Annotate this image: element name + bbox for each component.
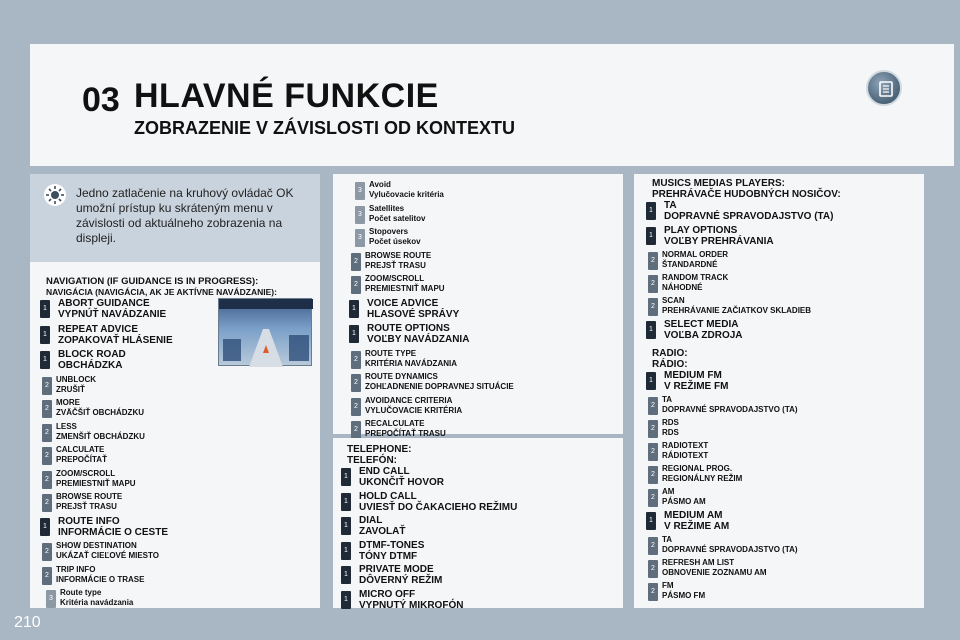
menu-level-badge: 2 bbox=[42, 400, 52, 418]
menu-item-label-en: MEDIUM FM bbox=[664, 370, 722, 381]
menu-level-badge: 1 bbox=[40, 326, 50, 344]
menu-item-label-sk: NÁHODNÉ bbox=[662, 283, 703, 292]
menu-item-label-en: SELECT MEDIA bbox=[664, 319, 739, 330]
menu-item-label bbox=[662, 395, 798, 415]
menu-level-badge: 2 bbox=[648, 466, 658, 484]
menu-item-label-en: BLOCK ROAD bbox=[58, 349, 126, 360]
menu-item-label bbox=[56, 541, 159, 561]
menu-item-label-sk: V REŽIME FM bbox=[664, 381, 729, 392]
menu-item-label bbox=[58, 324, 173, 346]
telephone-panel bbox=[333, 438, 623, 611]
menu-level-badge: 2 bbox=[42, 494, 52, 512]
menu-item-label-sk: PREJSŤ TRASU bbox=[365, 260, 426, 270]
menu-item-label bbox=[365, 349, 457, 369]
menu-item-label bbox=[359, 589, 463, 611]
menu-level-badge: 1 bbox=[646, 321, 656, 339]
menu-level-badge: 2 bbox=[351, 276, 361, 294]
menu-item-label-sk: PREPOČÍTAŤ bbox=[56, 455, 107, 464]
menu-item-label-en: Stopovers bbox=[369, 227, 409, 236]
menu-item-label bbox=[359, 515, 405, 537]
menu-item-label-en: UNBLOCK bbox=[56, 374, 96, 384]
menu-item-label-sk: PREHRÁVANIE ZAČIATKOV SKLADIEB bbox=[662, 306, 812, 315]
menu-item-label-en: BROWSE ROUTE bbox=[56, 492, 123, 501]
menu-level-badge: 1 bbox=[646, 202, 656, 220]
telephone-heading-en: TELEPHONE: bbox=[347, 444, 412, 455]
menu-item-label-sk: RÁDIOTEXT bbox=[662, 451, 709, 460]
menu-item-label-sk: RDS bbox=[662, 428, 679, 437]
menu-item-label bbox=[664, 370, 728, 392]
menu-level-badge: 1 bbox=[341, 493, 351, 511]
menu-level-badge: 2 bbox=[351, 398, 361, 416]
menu-item-label-en: RADIOTEXT bbox=[662, 441, 709, 450]
radio-heading-en: RADIO: bbox=[652, 348, 688, 359]
menu-item-label-en: END CALL bbox=[359, 466, 410, 477]
menu-level-badge: 1 bbox=[40, 300, 50, 318]
menu-item-label-sk: PREMIESTNIŤ MAPU bbox=[365, 284, 445, 293]
menu-item-label-en: AM bbox=[662, 487, 675, 496]
menu-item-label-sk: OBCHÁDZKA bbox=[58, 360, 123, 371]
menu-item-label-en: AVOIDANCE CRITERIA bbox=[365, 395, 453, 405]
menu-level-badge: 2 bbox=[648, 298, 658, 316]
menu-item-label-sk: DOPRAVNÉ SPRAVODAJSTVO (TA) bbox=[662, 545, 798, 554]
navigation-heading-en: NAVIGATION (IF GUIDANCE IS IN PROGRESS): bbox=[46, 276, 259, 287]
menu-item-label bbox=[662, 296, 811, 316]
menu-item-label-en: TA bbox=[662, 535, 673, 544]
menu-item-label-en: CALCULATE bbox=[56, 445, 105, 454]
menu-item-label bbox=[664, 225, 774, 247]
menu-item-label-sk: VOĽBA ZDROJA bbox=[664, 330, 743, 341]
menu-item-label-en: BROWSE ROUTE bbox=[365, 250, 432, 260]
menu-item-label-sk: PÁSMO FM bbox=[662, 591, 706, 600]
page-number: 210 bbox=[14, 614, 41, 631]
middle-top-panel bbox=[333, 174, 623, 438]
menu-item-label bbox=[662, 464, 742, 484]
chapter-number: 03 bbox=[82, 81, 120, 119]
menu-item-label bbox=[369, 180, 444, 200]
navigation-heading bbox=[46, 276, 277, 298]
menu-level-badge: 2 bbox=[648, 443, 658, 461]
menu-item-label-sk: VYPNÚŤ NAVÁDZANIE bbox=[58, 309, 167, 320]
menu-item-label-en: Satellites bbox=[369, 203, 405, 213]
menu-item-label-sk: Počet satelitov bbox=[369, 213, 426, 223]
menu-item-label-en: TA bbox=[662, 395, 673, 404]
left-panel bbox=[30, 174, 320, 608]
menu-item-label-sk: HLASOVÉ SPRÁVY bbox=[367, 308, 460, 320]
menu-item-label-sk: VOĽBY NAVÁDZANIA bbox=[367, 334, 470, 345]
music-heading-sk: PREHRÁVAČE HUDOBNÝCH NOSIČOV: bbox=[652, 189, 841, 200]
menu-item-label-en: SHOW DESTINATION bbox=[56, 541, 137, 550]
menu-level-badge: 2 bbox=[648, 537, 658, 555]
music-heading bbox=[652, 178, 841, 200]
menu-item-label-sk: DÔVERNÝ REŽIM bbox=[359, 575, 443, 586]
page-title: HLAVNÉ FUNKCIE bbox=[134, 77, 439, 115]
menu-item-label bbox=[56, 422, 145, 442]
menu-item-label bbox=[365, 396, 462, 416]
menu-item-label-sk: OBNOVENIE ZOZNAMU AM bbox=[662, 568, 767, 577]
menu-item-label-sk: Počet úsekov bbox=[369, 237, 421, 246]
menu-item-label bbox=[365, 419, 446, 439]
menu-level-badge: 1 bbox=[646, 372, 656, 390]
menu-level-badge: 2 bbox=[42, 377, 52, 395]
tip-text: Jedno zatlačenie na kruhový ovládač OK umožní prístup ku skráteným menu v závislosti od aktuálneho zobrazenia na displeji. bbox=[76, 186, 294, 245]
menu-item-label-sk: PREMIESTNIŤ MAPU bbox=[56, 478, 136, 488]
menu-item-label-en: SCAN bbox=[662, 296, 685, 305]
menu-item-label bbox=[662, 558, 767, 578]
music-heading-en: MUSICS MEDIAS PLAYERS: bbox=[652, 178, 785, 189]
menu-item-label bbox=[662, 581, 705, 601]
radio-heading-sk: RÁDIO: bbox=[652, 359, 688, 370]
menu-item-label bbox=[662, 273, 728, 293]
menu-item-label bbox=[662, 418, 679, 438]
menu-item-label-sk: ZMENŠIŤ OBCHÁDZKU bbox=[56, 431, 145, 441]
menu-item-label bbox=[359, 564, 442, 586]
menu-item-label bbox=[365, 251, 431, 271]
menu-level-badge: 2 bbox=[351, 374, 361, 392]
menu-item-label-en: ROUTE INFO bbox=[58, 515, 120, 527]
menu-item-label-sk: REGIONÁLNY REŽIM bbox=[662, 474, 743, 483]
menu-level-badge: 2 bbox=[648, 397, 658, 415]
menu-item-label bbox=[58, 298, 166, 320]
menu-item-label bbox=[367, 323, 469, 345]
menu-item-label-sk: UKÁZAŤ CIEĽOVÉ MIESTO bbox=[56, 551, 159, 560]
menu-item-label-sk: UVIESŤ DO ČAKACIEHO REŽIMU bbox=[359, 501, 518, 513]
menu-item-label bbox=[56, 398, 144, 418]
menu-level-badge: 2 bbox=[42, 447, 52, 465]
menu-item-label-en: RDS bbox=[662, 418, 679, 427]
menu-item-label-en: TRIP INFO bbox=[56, 564, 96, 574]
menu-item-label-en: ZOOM/SCROLL bbox=[56, 468, 116, 478]
menu-item-label bbox=[56, 565, 144, 585]
menu-item-label-sk: V REŽIME AM bbox=[664, 521, 730, 532]
menu-level-badge: 3 bbox=[355, 206, 365, 224]
settings-sun-icon bbox=[44, 184, 66, 206]
menu-level-badge: 2 bbox=[648, 275, 658, 293]
menu-level-badge: 2 bbox=[648, 489, 658, 507]
menu-item-label-sk: KRITÉRIA NAVÁDZANIA bbox=[365, 358, 457, 368]
menu-item-label-en: LESS bbox=[56, 421, 77, 431]
menu-item-label-en: ROUTE DYNAMICS bbox=[365, 372, 438, 381]
menu-item-label-sk: PÁSMO AM bbox=[662, 497, 706, 506]
menu-item-label-en: PLAY OPTIONS bbox=[664, 225, 738, 236]
menu-level-badge: 2 bbox=[42, 424, 52, 442]
menu-level-badge: 2 bbox=[648, 583, 658, 601]
menu-item-label-en: REGIONAL PROG. bbox=[662, 464, 733, 473]
menu-level-badge: 1 bbox=[341, 591, 351, 609]
menu-level-badge: 1 bbox=[349, 325, 359, 343]
menu-item-label-en: NORMAL ORDER bbox=[662, 250, 729, 259]
menu-item-label-en: MORE bbox=[56, 398, 80, 407]
menu-item-label bbox=[664, 200, 833, 222]
menu-item-label-en: REPEAT ADVICE bbox=[58, 323, 139, 335]
menu-item-label-en: ZOOM/SCROLL bbox=[365, 274, 425, 283]
navigation-heading-sk: NAVIGÁCIA (NAVIGÁCIA, AK JE AKTÍVNE NAVÁDZANIE): bbox=[46, 287, 277, 297]
menu-level-badge: 2 bbox=[351, 351, 361, 369]
menu-item-label bbox=[662, 250, 728, 270]
menu-item-label-en: HOLD CALL bbox=[359, 490, 417, 502]
menu-item-label bbox=[359, 540, 424, 562]
menu-level-badge: 1 bbox=[341, 468, 351, 486]
radio-heading bbox=[652, 348, 688, 370]
header bbox=[30, 44, 954, 166]
menu-item-label-en: REFRESH AM LIST bbox=[662, 558, 735, 567]
navigation-screen-thumbnail bbox=[218, 298, 312, 366]
menu-item-label-en: DTMF-TONES bbox=[359, 539, 425, 551]
menu-item-label bbox=[367, 298, 459, 320]
menu-level-badge: 2 bbox=[42, 567, 52, 585]
menu-level-badge: 2 bbox=[648, 252, 658, 270]
menu-item-label bbox=[359, 466, 444, 488]
menu-item-label-sk: PREPOČÍTAŤ TRASU bbox=[365, 429, 446, 438]
menu-item-label-en: ABORT GUIDANCE bbox=[58, 298, 150, 309]
menu-item-label bbox=[60, 588, 133, 608]
menu-item-label-en: RANDOM TRACK bbox=[662, 273, 729, 282]
menu-item-label bbox=[369, 204, 425, 224]
menu-item-label bbox=[56, 469, 136, 489]
menu-item-label bbox=[664, 510, 729, 532]
menu-item-label-en: FM bbox=[662, 581, 674, 590]
page-subtitle: ZOBRAZENIE V ZÁVISLOSTI OD KONTEXTU bbox=[134, 118, 516, 138]
menu-item-label bbox=[369, 227, 421, 247]
menu-item-label bbox=[662, 535, 798, 555]
menu-item-label-en: RECALCULATE bbox=[365, 419, 425, 428]
menu-item-label bbox=[58, 349, 126, 371]
menu-item-label-sk: INFORMÁCIE O CESTE bbox=[58, 526, 169, 538]
menu-item-label-sk: Vylučovacie kritéria bbox=[369, 190, 444, 199]
menu-level-badge: 1 bbox=[40, 351, 50, 369]
telephone-heading-sk: TELEFÓN: bbox=[347, 455, 397, 466]
menu-level-badge: 3 bbox=[46, 590, 56, 608]
menu-item-label-sk: Kritéria navádzania bbox=[60, 598, 134, 607]
menu-level-badge: 1 bbox=[646, 512, 656, 530]
menu-item-label-en: TA bbox=[664, 200, 677, 211]
menu-item-label-sk: ZVÄČŠIŤ OBCHÁDZKU bbox=[56, 408, 144, 417]
menu-item-label-sk: DOPRAVNÉ SPRAVODAJSTVO (TA) bbox=[662, 405, 798, 414]
menu-item-label-sk: VYLUČOVACIE KRITÉRIA bbox=[365, 405, 463, 415]
menu-level-badge: 3 bbox=[355, 229, 365, 247]
menu-level-badge: 3 bbox=[355, 182, 365, 200]
menu-item-label bbox=[56, 445, 107, 465]
menu-level-badge: 2 bbox=[42, 471, 52, 489]
menu-level-badge: 2 bbox=[351, 421, 361, 439]
menu-item-label bbox=[56, 375, 96, 395]
menu-item-label-sk: ZRUŠIŤ bbox=[56, 384, 85, 394]
menu-item-label-sk: TÓNY DTMF bbox=[359, 550, 418, 562]
menu-item-label-en: ROUTE OPTIONS bbox=[367, 323, 450, 334]
menu-item-label-sk: ŠTANDARDNÉ bbox=[662, 260, 718, 269]
menu-item-label bbox=[359, 491, 517, 513]
book-icon bbox=[866, 70, 902, 106]
menu-level-badge: 1 bbox=[341, 566, 351, 584]
telephone-heading bbox=[347, 444, 411, 466]
menu-level-badge: 2 bbox=[648, 560, 658, 578]
menu-level-badge: 1 bbox=[341, 517, 351, 535]
menu-item-label-en: ROUTE TYPE bbox=[365, 348, 417, 358]
menu-item-label bbox=[58, 516, 168, 538]
menu-item-label-sk: ZOHĽADNENIE DOPRAVNEJ SITUÁCIE bbox=[365, 382, 514, 391]
menu-item-label-sk: ZAVOLAŤ bbox=[359, 526, 406, 537]
menu-level-badge: 1 bbox=[349, 300, 359, 318]
menu-level-badge: 1 bbox=[341, 542, 351, 560]
menu-level-badge: 2 bbox=[351, 253, 361, 271]
menu-item-label bbox=[365, 372, 514, 392]
menu-item-label-en: MEDIUM AM bbox=[664, 510, 723, 521]
menu-item-label-en: DIAL bbox=[359, 515, 383, 526]
menu-item-label-en: PRIVATE MODE bbox=[359, 564, 434, 575]
menu-item-label-en: Avoid bbox=[369, 180, 391, 189]
menu-level-badge: 2 bbox=[42, 543, 52, 561]
menu-level-badge: 1 bbox=[646, 227, 656, 245]
menu-item-label-sk: VOĽBY PREHRÁVANIA bbox=[664, 236, 774, 247]
menu-item-label bbox=[56, 492, 122, 512]
menu-item-label-sk: PREJSŤ TRASU bbox=[56, 502, 117, 511]
tip-box bbox=[30, 174, 320, 262]
menu-item-label-en: VOICE ADVICE bbox=[367, 297, 439, 309]
menu-item-label-en: Route type bbox=[60, 588, 102, 597]
menu-item-label-sk: INFORMÁCIE O TRASE bbox=[56, 574, 145, 584]
menu-item-label-sk: VYPNUTÝ MIKROFÓN bbox=[359, 599, 464, 611]
menu-item-label bbox=[365, 274, 445, 294]
menu-level-badge: 2 bbox=[648, 420, 658, 438]
right-panel bbox=[634, 174, 924, 608]
menu-item-label-sk: DOPRAVNÉ SPRAVODAJSTVO (TA) bbox=[664, 211, 834, 222]
menu-item-label bbox=[662, 441, 708, 461]
menu-level-badge: 1 bbox=[40, 518, 50, 536]
menu-item-label-en: MICRO OFF bbox=[359, 588, 416, 600]
menu-item-label-sk: ZOPAKOVAŤ HLÁSENIE bbox=[58, 334, 173, 346]
menu-item-label bbox=[664, 319, 743, 341]
menu-item-label bbox=[662, 487, 706, 507]
menu-item-label-sk: UKONČIŤ HOVOR bbox=[359, 477, 444, 488]
